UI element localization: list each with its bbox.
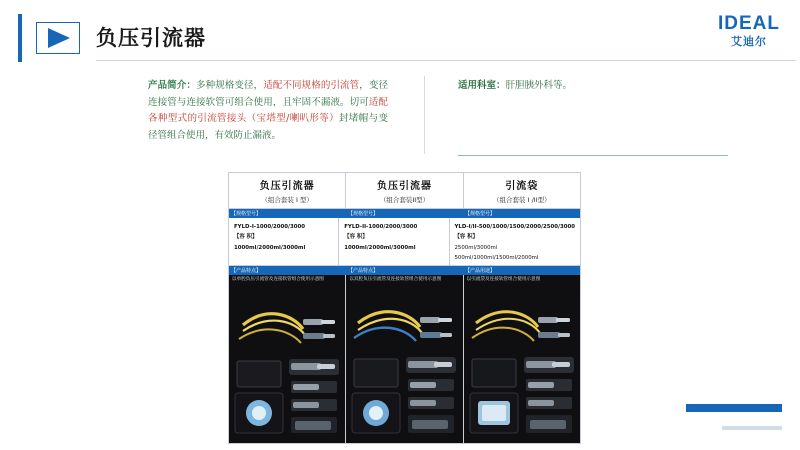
spec-volume-value: 1000ml/2000ml/3000ml — [234, 244, 306, 251]
product-photo-caption: 以双腔负压引流管及连接软管组合使用示意图 — [349, 277, 442, 282]
product-intro-label: 产品简介： — [148, 80, 197, 91]
product-photo-caption: 以单腔负压引流管及连接软管组合使用示意图 — [232, 277, 324, 282]
spec-volume-value: 2500ml/3000ml — [454, 244, 498, 251]
spec-row — [229, 218, 580, 266]
table-header-cell — [464, 173, 580, 208]
column-subtitle: （组合套装 I /II型） — [493, 196, 551, 204]
title-accent-bar — [18, 14, 22, 62]
feature-band-label: 【产品特点】 — [229, 266, 346, 275]
product-intro — [148, 78, 388, 145]
product-photo-caption: 以引流袋及连接软管组合使用示意图 — [466, 277, 541, 282]
product-photo-cell — [346, 275, 463, 443]
play-triangle-icon — [36, 22, 80, 54]
spec-model: FYLD-II-1000/2000/3000 — [344, 224, 418, 230]
product-image-row — [229, 275, 580, 443]
spec-volume-value-2: 500ml/1000ml/1500ml/2000ml — [454, 254, 539, 261]
table-header-cell — [229, 173, 346, 208]
spec-model: YLD-I/II-500/1000/1500/2000/2500/3000 — [454, 224, 575, 230]
title-divider — [96, 60, 796, 61]
product-photo-illustration — [229, 289, 346, 443]
product-intro-text-2: ，变径连接管与连接软管可组合使用，且牢固不漏液。切可 — [148, 80, 388, 108]
slide-left-edge — [0, 0, 8, 450]
feature-band-label: 【产品用途】 — [463, 266, 580, 275]
feature-band-label: 【产品特点】 — [346, 266, 463, 275]
table-header-cell — [346, 173, 463, 208]
column-divider — [424, 76, 425, 154]
product-intro-highlight-1: 适配不同规格的引流管 — [263, 80, 360, 91]
product-photo-cell — [464, 275, 580, 443]
spec-band-label: 【规格型号】 — [229, 209, 346, 218]
spec-cell — [339, 218, 449, 265]
spec-cell — [229, 218, 339, 265]
feature-band-row — [229, 266, 580, 275]
department-label: 适用科室： — [458, 80, 506, 91]
bottom-accent-bar-secondary — [722, 426, 782, 430]
spec-volume-label: 【容 积】 — [234, 234, 258, 241]
brand-logo — [718, 14, 780, 47]
spec-model: FYLD-I-1000/2000/3000 — [234, 224, 306, 230]
brand-logo-subtext: 艾迪尔 — [731, 35, 767, 48]
table-header-row — [229, 173, 580, 209]
column-subtitle: （组合套装II型） — [379, 196, 430, 204]
spec-volume-label: 【容 积】 — [454, 234, 478, 241]
spec-volume-value: 1000ml/2000ml/3000ml — [344, 244, 416, 251]
spec-cell — [450, 218, 581, 265]
product-photo-cell — [229, 275, 346, 443]
spec-band-label: 【规格型号】 — [346, 209, 463, 218]
spec-band-row — [229, 209, 580, 218]
column-subtitle: （组合套装 I 型） — [261, 196, 313, 204]
department-value: 肝胆胰外科等。 — [505, 80, 573, 91]
product-intro-text-3: 封堵帽与变径管组合使用，有效防止漏液。 — [148, 113, 388, 141]
product-photo-illustration — [346, 289, 463, 443]
spec-volume-label: 【容 积】 — [344, 234, 368, 241]
department-underline — [458, 155, 728, 156]
column-title: 负压引流器 — [259, 181, 315, 192]
column-title: 负压引流器 — [376, 181, 432, 192]
product-photo-illustration — [464, 289, 580, 443]
department-block — [458, 78, 572, 95]
column-title: 引流袋 — [505, 181, 539, 192]
product-table — [228, 172, 581, 444]
bottom-accent-bar — [686, 404, 782, 412]
brand-logo-text: IDEAL — [718, 13, 780, 34]
product-intro-text-1: 多种规格变径， — [196, 80, 264, 91]
spec-band-label: 【规格型号】 — [463, 209, 580, 218]
product-intro-highlight-2: 适配各种型式的引流管接头（宝塔型/喇叭形等） — [148, 96, 388, 125]
page-title: 负压引流器 — [96, 26, 206, 50]
